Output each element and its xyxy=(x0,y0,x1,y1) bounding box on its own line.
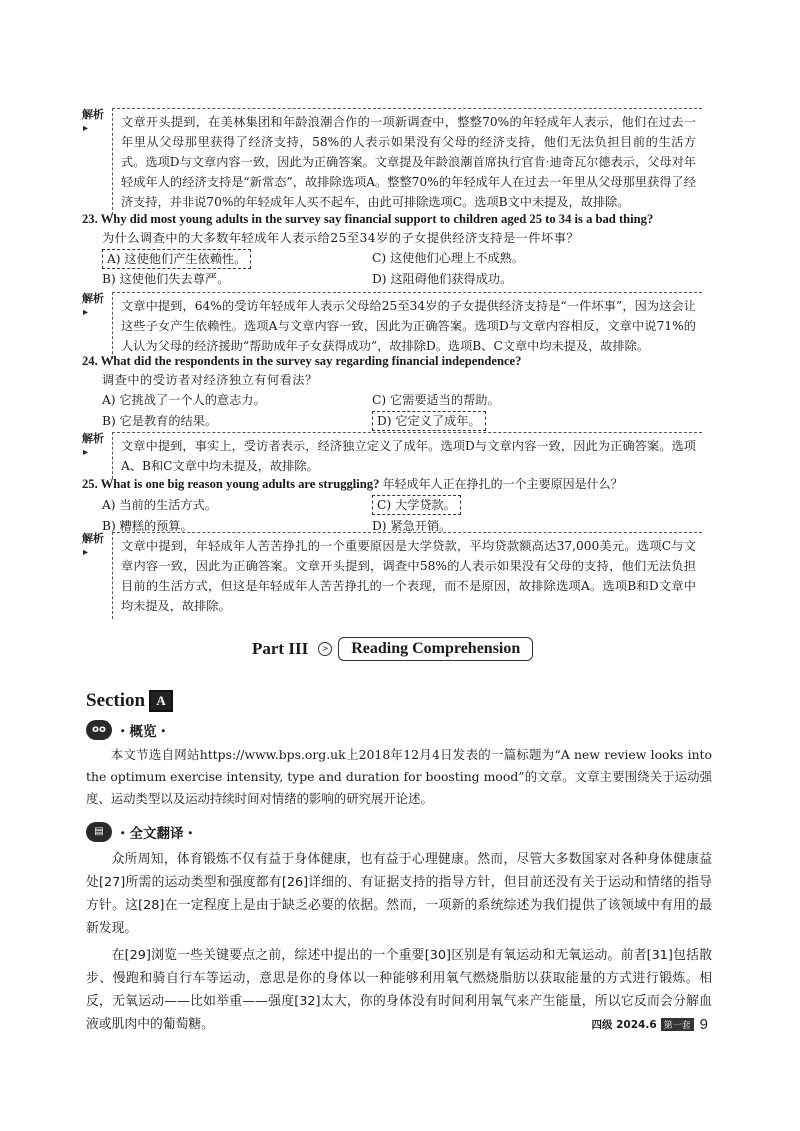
page-number: 9 xyxy=(699,1016,708,1033)
question-cn: 年轻成年人正在挣扎的一个主要原因是什么？ xyxy=(382,477,623,491)
option-b: B) 它是教育的结果。 xyxy=(102,414,218,428)
option-d: D) 紧急开销。 xyxy=(372,519,452,533)
option-a-answer: A) 这使他们产生依赖性。 xyxy=(102,249,251,269)
question-en: 24. What did the respondents in the survey say regarding financial independence? xyxy=(82,354,522,368)
analysis-tag: 解析▸ xyxy=(82,292,104,318)
options xyxy=(102,390,702,430)
translation-paragraph-2: 在[29]浏览一些关键要点之前，综述中提出的一个重要[30]区别是有氧运动和无氧运动。前者[31]包括散步、慢跑和骑自行车等运动，意思是你的身体以一种能够利用氧气燃烧脂肪以获取能量的方式进行锻炼。相反，无氧运动——比如举重——强度[32]太大，你的身体没有时间利用氧气来产生能量，所以它反而会分解血液或肌肉中的葡萄糖。 xyxy=(86,948,712,1032)
arrow-icon: ▸ xyxy=(83,307,89,318)
arrow-icon: ▸ xyxy=(83,123,89,134)
option-b: B) 这使他们失去尊严。 xyxy=(102,272,230,286)
section-label: Section xyxy=(86,690,146,711)
option-c: C) 它需要适当的帮助。 xyxy=(372,393,500,407)
chevron-right-icon: > xyxy=(318,642,332,656)
option-c: C) 这使他们心理上不成熟。 xyxy=(372,251,525,265)
options xyxy=(102,248,702,288)
arrow-icon: ▸ xyxy=(83,547,89,558)
analysis-tag: 解析▸ xyxy=(82,532,104,558)
analysis-tag: 解析▸ xyxy=(82,432,104,458)
option-a: A) 当前的生活方式。 xyxy=(102,498,217,512)
question-cn: 调查中的受访者对经济独立有何看法？ xyxy=(102,373,318,387)
overview-title: ・概览・ xyxy=(116,724,170,740)
analysis-q24 xyxy=(82,432,702,479)
arrow-icon: ▸ xyxy=(83,447,89,458)
translation-title: ・全文翻译・ xyxy=(116,826,197,842)
analysis-tag: 解析▸ xyxy=(82,108,104,134)
page-footer xyxy=(591,1016,708,1033)
section-letter: A xyxy=(149,690,173,712)
analysis-text: 文章中提到，事实上，受访者表示，经济独立定义了成年。选项D与文章内容一致，因此为正确答案。选项A、B和C文章中均未提及，故排除。 xyxy=(112,432,702,479)
question-24 xyxy=(82,352,702,430)
issue-label: 四级 2024.6 xyxy=(591,1019,657,1031)
option-d-answer: D) 它定义了成年。 xyxy=(372,411,486,431)
question-25 xyxy=(82,475,702,535)
analysis-q23 xyxy=(82,292,702,359)
part-title: Reading Comprehension xyxy=(338,637,533,661)
analysis-q22 xyxy=(82,108,702,215)
option-d: D) 这阻碍他们获得成功。 xyxy=(372,272,513,286)
glasses-icon: oo xyxy=(86,720,112,740)
options xyxy=(102,495,702,535)
question-23 xyxy=(82,210,702,288)
part-number: Part III xyxy=(252,639,309,658)
part-heading xyxy=(252,637,533,661)
translation-heading xyxy=(86,822,197,842)
question-cn: 为什么调查中的大多数年轻成年人表示给25至34岁的子女提供经济支持是一件坏事？ xyxy=(102,231,580,245)
overview-heading xyxy=(86,720,170,740)
option-a: A) 它挑战了一个人的意志力。 xyxy=(102,393,266,407)
analysis-text: 文章中提到，年轻成年人苦苦挣扎的一个重要原因是大学贷款，平均贷款额高达37,000美元。选项C与文章内容一致，因此为正确答案。文章开头提到，调查中58%的人表示如果没有父母的支持，他们无法负担目前的生活方式，但这是年轻成年人苦苦挣扎的一个表现，而不是原因，故排除选项A。选项B和D文章中均未提及，故排除。 xyxy=(112,532,702,619)
analysis-text: 文章中提到，64%的受访年轻成年人表示父母给25至34岁的子女提供经济支持是“一件坏事”，因为这会让这些子女产生依赖性。选项A与文章内容一致，因此为正确答案。选项D与文章内容相反，文章中说71%的人认为父母的经济援助“帮助成年子女获得成功”，故排除D。选项B、C文章中均未提及，故排除。 xyxy=(112,292,702,359)
overview-text: 本文节选自网站https://www.bps.org.uk上2018年12月4日发表的一篇标题为“A new review looks into the optimum exercise intensity, type and duration for boosting mood”的文章。文章主要围绕关于运动强度、运动类型以及运动持续时间对情绪的影响的研究展开论述。 xyxy=(86,747,712,806)
speech-bubble-icon: ▤ xyxy=(86,822,112,842)
section-heading xyxy=(86,690,173,712)
translation-paragraph-1: 众所周知，体育锻炼不仅有益于身体健康，也有益于心理健康。然而，尽管大多数国家对各种身体健康益处[27]所需的运动类型和强度都有[26]详细的、有证据支持的指导方针，但目前还没有关于运动和情绪的指导方针。这[28]在一定程度上是由于缺乏必要的依据。然而，一项新的系统综述为我们提供了该领域中有用的最新发现。 xyxy=(86,852,712,936)
option-b: B) 糟糕的预算。 xyxy=(102,519,193,533)
analysis-q25 xyxy=(82,532,702,619)
volume-badge: 第一套 xyxy=(661,1018,694,1031)
question-en: 25. What is one big reason young adults are struggling? 年轻成年人正在挣扎的一个主要原因是什么？ xyxy=(82,477,623,491)
question-en: 23. Why did most young adults in the survey say financial support to children aged 25 to 34 is a bad thing? xyxy=(82,212,654,226)
option-c-answer: C) 大学贷款。 xyxy=(372,495,461,515)
analysis-text: 文章开头提到，在美林集团和年龄浪潮合作的一项新调查中，整整70%的年轻成年人表示，他们在过去一年里从父母那里获得了经济支持，58%的人表示如果没有父母的经济支持，他们无法负担目前的生活方式。选项D与文章内容一致，因此为正确答案。文章提及年龄浪潮首席执行官肯·迪奇瓦尔德表示，父母对年轻成年人的经济支持是“新常态”，故排除选项A。整整70%的年轻成年人在过去一年里从父母那里获得了经济支持，并非说70%的年轻成年人买不起车，由此可排除选项C。选项B文中未提及，故排除。 xyxy=(112,108,702,215)
